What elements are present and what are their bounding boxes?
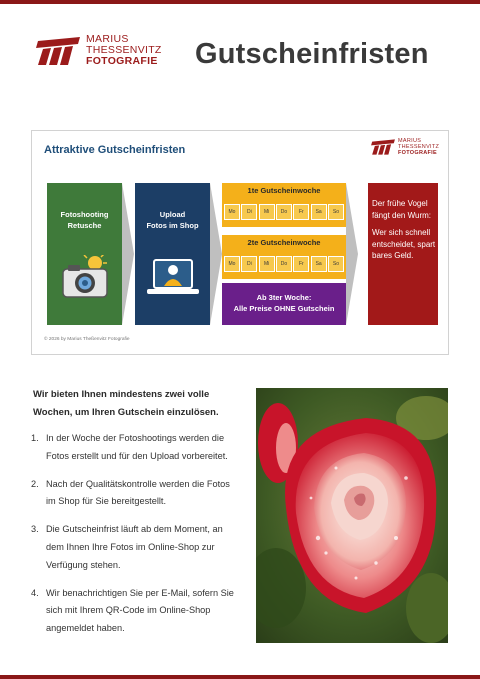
list-text: Die Gutscheinfrist läuft ab dem Moment, an dem Ihnen Ihre Fotos im Online-Shop zur Verfügung stehen.: [46, 524, 223, 570]
day-cell: Di: [241, 256, 257, 272]
card-logo-wordmark: [398, 138, 439, 156]
step-photoshoot-line-1: Fotoshooting: [60, 210, 109, 219]
logo-line-3: FOTOGRAFIE: [86, 55, 158, 67]
week-1-days: [224, 204, 344, 220]
week-1-title: 1te Gutscheinwoche: [247, 186, 321, 195]
list-text: In der Woche der Fotoshootings werden die Fotos erstellt und für den Upload vorbereitet.: [46, 433, 228, 461]
day-cell: Fr: [293, 256, 309, 272]
card-logo-line-3: FOTOGRAFIE: [398, 150, 437, 156]
card-logo-line-1: MARIUS: [398, 138, 422, 144]
flow-arrow-3: [346, 183, 358, 325]
list-number: 4.: [31, 587, 39, 598]
day-cell: Fr: [293, 204, 309, 220]
day-cell: Mi: [259, 204, 275, 220]
step-upload-line-2: Fotos im Shop: [146, 221, 199, 230]
logo-line-1: MARIUS: [86, 33, 129, 45]
laptop-user-icon: [145, 258, 201, 298]
list-item: [31, 521, 241, 574]
voucher-week-2: [222, 235, 346, 279]
day-cell: Do: [276, 204, 292, 220]
flow-arrow-1: [122, 183, 134, 325]
list-item: [31, 430, 241, 466]
day-cell: Sa: [311, 204, 327, 220]
page-title: Gutscheinfristen: [195, 38, 429, 70]
day-cell: So: [328, 204, 344, 220]
week-2-days: [224, 256, 344, 272]
page-header: [30, 30, 450, 80]
step-photoshoot-line-2: Retusche: [67, 221, 102, 230]
day-cell: Sa: [311, 256, 327, 272]
rose-image: [256, 388, 448, 643]
day-cell: Di: [241, 204, 257, 220]
intro-text: Wir bieten Ihnen mindestens zwei volle Wochen, um Ihren Gutschein einzulösen.: [33, 389, 219, 418]
after-line-1: Ab 3ter Woche:: [256, 293, 312, 302]
bottom-accent-bar: [0, 675, 480, 679]
early-bird-quote-box: [368, 183, 438, 325]
steps-list: [31, 430, 241, 648]
day-cell: So: [328, 256, 344, 272]
after-week-3-box: [222, 283, 346, 325]
week-2-title: 2te Gutscheinwoche: [247, 238, 321, 247]
top-accent-bar: [0, 0, 480, 4]
copyright-note: © 2026 by Marius Theßenvitz Fotografie: [44, 337, 130, 342]
camera-icon: [60, 255, 110, 299]
step-upload-label: [135, 209, 210, 231]
list-text: Nach der Qualitätskontrolle werden die Fotos im Shop für Sie bereitgestellt.: [46, 478, 230, 507]
step-upload-box: [135, 183, 210, 325]
step-photoshoot-label: [47, 209, 122, 231]
day-cell: Mo: [224, 204, 240, 220]
quote-part-1: Der frühe Vogel fängt den Wurm:: [372, 199, 431, 220]
infographic-title: Attraktive Gutscheinfristen: [44, 144, 186, 156]
list-text: Wir benachrichtigen Sie per E-Mail, sofern Sie sich mit Ihrem QR-Code im Online-Shop angemeldet haben.: [46, 587, 234, 634]
flow-arrow-2: [210, 183, 222, 325]
day-cell: Mo: [224, 256, 240, 272]
quote-part-2: Wer sich schnell entscheidet, spart bares Geld.: [372, 228, 436, 260]
logo-mark-icon: [370, 138, 396, 156]
step-photoshoot-box: [47, 183, 122, 325]
list-item: [31, 476, 241, 512]
logo-wordmark: [86, 34, 162, 67]
list-number: 1.: [31, 433, 39, 443]
list-number: 2.: [31, 478, 39, 489]
list-item: [31, 585, 241, 638]
day-cell: Do: [276, 256, 292, 272]
voucher-week-1: [222, 183, 346, 227]
day-cell: Mi: [259, 256, 275, 272]
rose-photo: [256, 388, 448, 643]
infographic-card: [31, 130, 449, 355]
logo-mark-icon: [34, 35, 82, 67]
step-upload-line-1: Upload: [159, 210, 186, 219]
list-number: 3.: [31, 524, 39, 535]
after-line-2: Alle Preise OHNE Gutschein: [233, 304, 335, 313]
logo-line-2: THESSENVITZ: [86, 44, 162, 56]
brand-logo: [34, 34, 162, 67]
card-logo-line-2: THESSENVITZ: [398, 144, 440, 150]
card-brand-logo: [370, 138, 439, 156]
